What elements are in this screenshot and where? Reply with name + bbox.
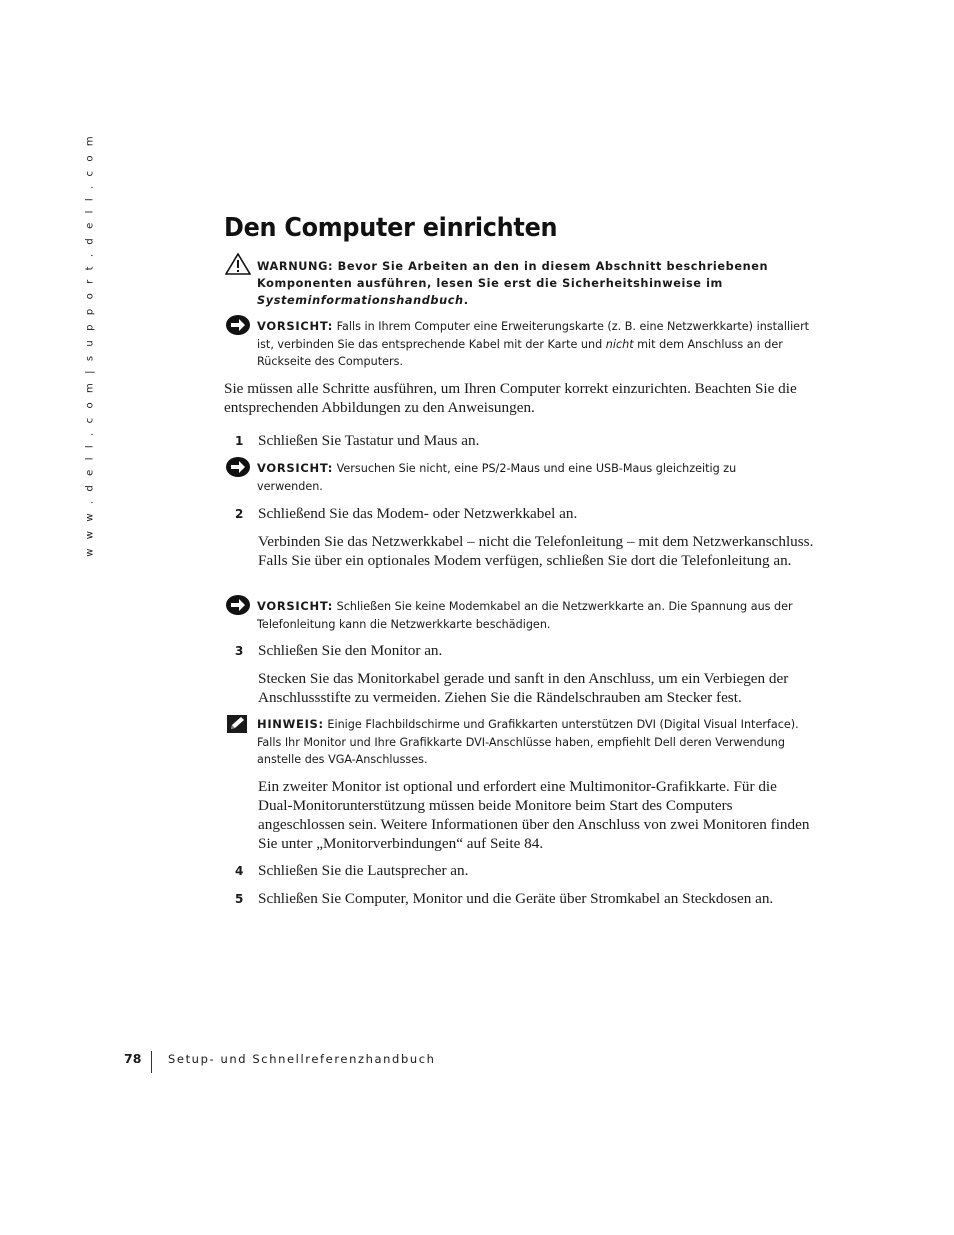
- footer-divider: [151, 1051, 152, 1073]
- caution-label-3: VORSICHT:: [257, 599, 334, 613]
- footer-title: Setup- und Schnellreferenzhandbuch: [168, 1052, 436, 1066]
- caution-text-1b: mit dem Anschluss an der Rückseite des Computers.: [257, 337, 783, 368]
- intro-paragraph: Sie müssen alle Schritte ausführen, um Ihren Computer korrekt einzurichten. Beachten Sie die entsprechenden Abbildungen zu den Anweisungen.: [224, 380, 797, 416]
- caution-notice-1: [257, 318, 817, 371]
- caution-icon: [225, 593, 251, 617]
- caution-italic-1: nicht: [605, 337, 634, 351]
- side-url-text: w w w . d e l l . c o m | s u p p o r t . d e l l . c o m: [84, 132, 96, 557]
- step-2-paragraph: Verbinden Sie das Netzwerkkabel – nicht die Telefonleitung – mit dem Netzwerkanschluss. Falls Sie über ein optionales Modem verfügen, schließen Sie dort die Telefonleitung an.: [258, 533, 814, 569]
- page-number: 78: [124, 1051, 142, 1066]
- caution-text-1a: Falls in Ihrem Computer eine Erweiterungskarte (z. B. eine Netzwerkkarte) installiert ist, verbinden Sie das entsprechende Kabel mit der Karte und: [257, 320, 810, 351]
- step-text-3: Schließen Sie den Monitor an.: [258, 642, 443, 659]
- step-number-5: 5: [235, 892, 244, 906]
- caution-text-2: Versuchen Sie nicht, eine PS/2-Maus und eine USB-Maus gleichzeitig zu verwenden.: [257, 462, 737, 493]
- note-pencil-icon: [225, 713, 249, 735]
- note-text: Einige Flachbildschirme und Grafikkarten unterstützen DVI (Digital Visual Interface). Falls Ihr Monitor und Ihre Grafikkarte DVI-Anschlüsse haben, empfiehlt Dell deren Verwendung anstelle des VGA-Anschlusses.: [257, 718, 799, 766]
- caution-notice-3: [257, 598, 802, 633]
- warning-end: .: [463, 294, 469, 307]
- caution-text-3: Schließen Sie keine Modemkabel an die Netzwerkkarte an. Die Spannung aus der Telefonleitung kann die Netzwerkkarte beschädigen.: [257, 600, 793, 631]
- step-number-2: 2: [235, 507, 244, 521]
- step-number-3: 3: [235, 644, 244, 658]
- step-text-2: Schließend Sie das Modem- oder Netzwerkkabel an.: [258, 505, 578, 522]
- page-title: Den Computer einrichten: [224, 213, 558, 243]
- step-number-1: 1: [235, 434, 244, 448]
- caution-icon: [225, 313, 251, 337]
- note-notice: [257, 716, 813, 769]
- warning-notice: [257, 258, 817, 309]
- side-url: [83, 132, 97, 557]
- caution-label-2: VORSICHT:: [257, 461, 334, 475]
- step-text-1: Schließen Sie Tastatur und Maus an.: [258, 432, 480, 449]
- step-number-4: 4: [235, 864, 244, 878]
- note-label: HINWEIS:: [257, 717, 324, 731]
- warning-icon: [225, 252, 251, 276]
- step-text-4: Schließen Sie die Lautsprecher an.: [258, 862, 469, 879]
- warning-italic: Systeminformationshandbuch: [257, 294, 464, 307]
- warning-text: Bevor Sie Arbeiten an den in diesem Abschnitt beschriebenen Komponenten ausführen, lesen Sie erst die Sicherheitshinweise im: [257, 260, 769, 290]
- caution-icon: [225, 455, 251, 479]
- caution-notice-2: [257, 460, 777, 495]
- step-3-paragraph-2: Ein zweiter Monitor ist optional und erfordert eine Multimonitor-Grafikkarte. Für die Dual-Monitorunterstützung müssen beide Monitore beim Start des Computers angeschlossen sein. Weitere Informationen über den Anschluss von zwei Monitoren finden Sie unter „Monitorverbindungen“ auf Seite 84.: [258, 778, 810, 852]
- step-text-5: Schließen Sie Computer, Monitor und die Geräte über Stromkabel an Steckdosen an.: [258, 890, 774, 907]
- warning-label: WARNUNG:: [257, 260, 334, 273]
- caution-label-1: VORSICHT:: [257, 319, 334, 333]
- step-3-paragraph: Stecken Sie das Monitorkabel gerade und sanft in den Anschluss, um ein Verbiegen der Anschlussstifte zu vermeiden. Ziehen Sie die Rändelschrauben am Stecker fest.: [258, 670, 789, 706]
